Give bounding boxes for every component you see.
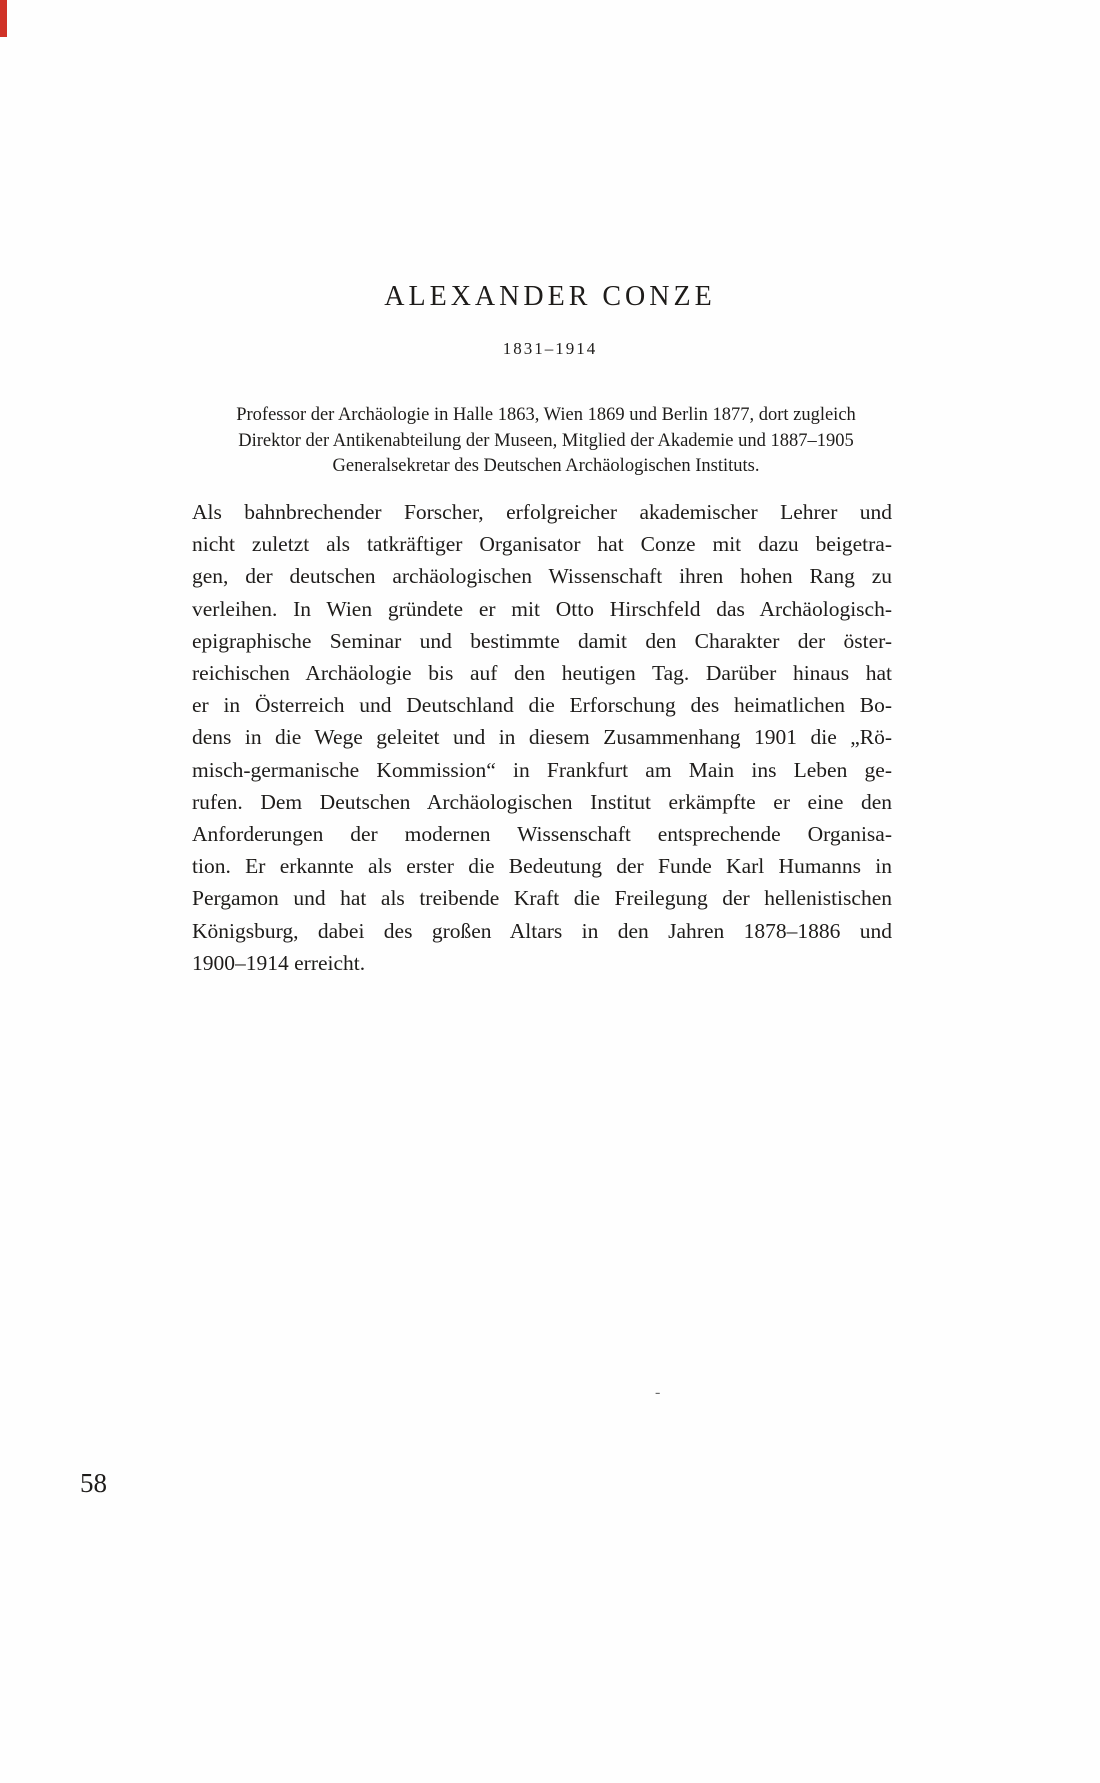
body-line: Als bahnbrechender Forscher, erfolgreicher akademischer Lehrer und [192, 500, 892, 524]
body-line: Pergamon und hat als treibende Kraft die Freilegung der hellenistischen [192, 886, 892, 911]
body-paragraph [192, 496, 892, 979]
body-line: verleihen. In Wien gründete er mit Otto Hirschfeld das Archäologisch- [192, 596, 892, 621]
body-line: Königsburg, dabei des großen Altars in den Jahren 1878–1886 und [192, 918, 892, 943]
body-line: 1900–1914 erreicht. [192, 950, 366, 975]
body-line: nicht zuletzt als tatkräftiger Organisator hat Conze mit dazu beigetra- [192, 532, 892, 557]
body-line: tion. Er erkannte als erster die Bedeutung der Funde Karl Humanns in [192, 854, 892, 879]
scan-artifact-red-mark [0, 0, 7, 37]
summary-line: Professor der Archäologie in Halle 1863, Wien 1869 und Berlin 1877, dort zugleich [236, 405, 856, 425]
summary-line: Generalsekretar des Deutschen Archäologischen Instituts. [332, 456, 760, 476]
body-line: misch-germanische Kommission“ in Frankfurt am Main ins Leben ge- [192, 757, 892, 782]
life-dates: 1831–1914 [502, 339, 598, 358]
body-line: reichischen Archäologie bis auf den heutigen Tag. Darüber hinaus hat [192, 661, 892, 686]
body-line: epigraphische Seminar und bestimmte damit den Charakter der öster- [192, 628, 892, 653]
biography-summary [195, 403, 897, 480]
page-number: 58 [80, 1468, 107, 1498]
body-line: dens in die Wege geleitet und in diesem Zusammenhang 1901 die „Rö- [192, 725, 892, 750]
scan-stray-mark: - [655, 1384, 661, 1401]
summary-line: Direktor der Antikenabteilung der Museen, Mitglied der Akademie und 1887–1905 [238, 430, 854, 451]
body-line: er in Österreich und Deutschland die Erforschung des heimatlichen Bo- [192, 693, 892, 718]
page-title: ALEXANDER CONZE [384, 281, 716, 312]
body-line: rufen. Dem Deutschen Archäologischen Institut erkämpfte er eine den [192, 789, 892, 814]
body-line: Anforderungen der modernen Wissenschaft entsprechende Organisa- [192, 822, 892, 847]
body-line: gen, der deutschen archäologischen Wissenschaft ihren hohen Rang zu [192, 564, 892, 589]
